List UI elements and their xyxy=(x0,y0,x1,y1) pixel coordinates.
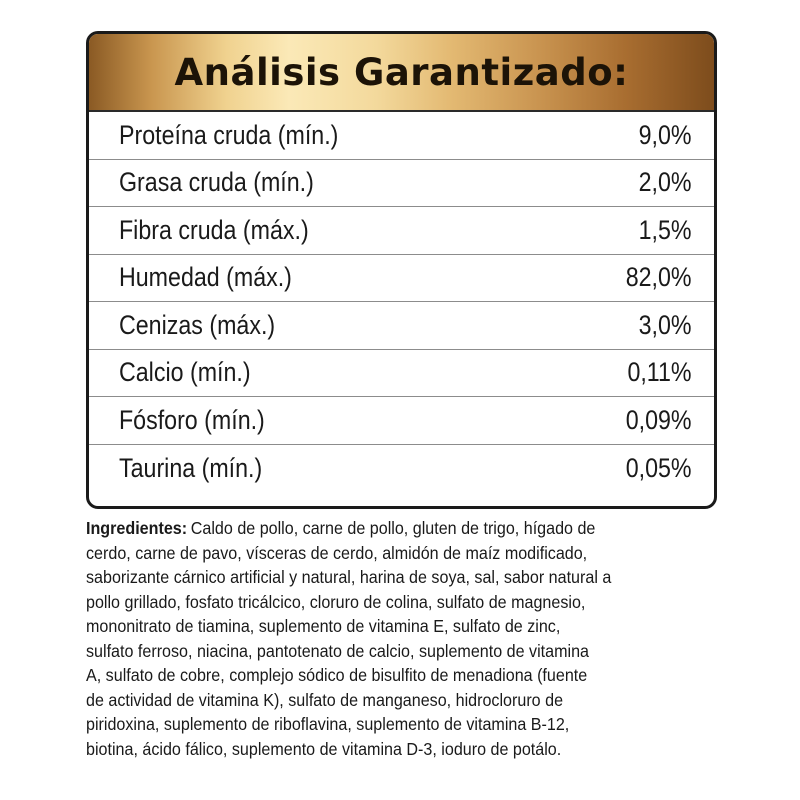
nutrient-label: Calcio (mín.) xyxy=(119,357,251,388)
nutrient-label: Proteína cruda (mín.) xyxy=(119,119,339,150)
table-row xyxy=(89,445,714,493)
ingredients-line: cerdo, carne de pavo, vísceras de cerdo, almidón de maíz modificado, xyxy=(86,542,588,563)
ingredients-line: pollo grillado, fosfato tricálcico, cloruro de colina, sulfato de magnesio, xyxy=(86,591,586,612)
nutrient-label: Humedad (máx.) xyxy=(119,262,292,293)
nutrient-value: 0,11% xyxy=(627,357,692,388)
table-row xyxy=(89,397,714,445)
table-row xyxy=(89,302,714,350)
nutrient-label: Grasa cruda (mín.) xyxy=(119,167,314,198)
nutrient-value: 2,0% xyxy=(639,167,692,198)
ingredients-line xyxy=(86,516,675,541)
nutrient-label: Fibra cruda (máx.) xyxy=(119,214,309,245)
ingredients-text: Caldo de pollo, carne de pollo, gluten de trigo, hígado de xyxy=(190,518,596,538)
table-row xyxy=(89,207,714,255)
nutrient-value: 9,0% xyxy=(639,119,692,150)
nutrient-label: Cenizas (máx.) xyxy=(119,309,276,340)
guaranteed-analysis-panel xyxy=(86,31,717,509)
panel-header xyxy=(89,34,714,112)
table-row xyxy=(89,255,714,303)
nutrient-value: 3,0% xyxy=(639,309,692,340)
nutrient-label: Fósforo (mín.) xyxy=(119,404,265,435)
ingredients-line: piridoxina, suplemento de riboflavina, suplemento de vitamina B-12, xyxy=(86,714,570,734)
nutrient-label: Taurina (mín.) xyxy=(119,452,263,483)
nutrient-value: 0,09% xyxy=(626,404,692,435)
ingredients-line: saborizante cárnico artificial y natural, harina de soya, sal, sabor natural a xyxy=(86,567,612,587)
nutrient-value: 82,0% xyxy=(626,262,692,293)
analysis-table xyxy=(89,112,714,492)
ingredients-line: biotina, ácido fálico, suplemento de vitamina D-3, ioduro de potálo. xyxy=(86,738,562,759)
ingredients-line: de actividad de vitamina K), sulfato de manganeso, hidrocloruro de xyxy=(86,689,564,710)
table-row xyxy=(89,112,714,160)
table-row xyxy=(89,350,714,398)
nutrient-value: 1,5% xyxy=(639,214,692,245)
panel-title: Análisis Garantizado: xyxy=(174,50,629,94)
ingredients-label: Ingredientes: xyxy=(86,518,188,538)
ingredients-line: sulfato ferroso, niacina, pantotenato de calcio, suplemento de vitamina xyxy=(86,640,589,661)
ingredients-line: A, sulfato de cobre, complejo sódico de bisulfito de menadiona (fuente xyxy=(86,665,588,685)
ingredients-line: mononitrato de tiamina, suplemento de vitamina E, sulfato de zinc, xyxy=(86,616,561,636)
nutrient-value: 0,05% xyxy=(626,452,692,483)
table-row xyxy=(89,160,714,208)
ingredients-paragraph xyxy=(86,516,726,761)
